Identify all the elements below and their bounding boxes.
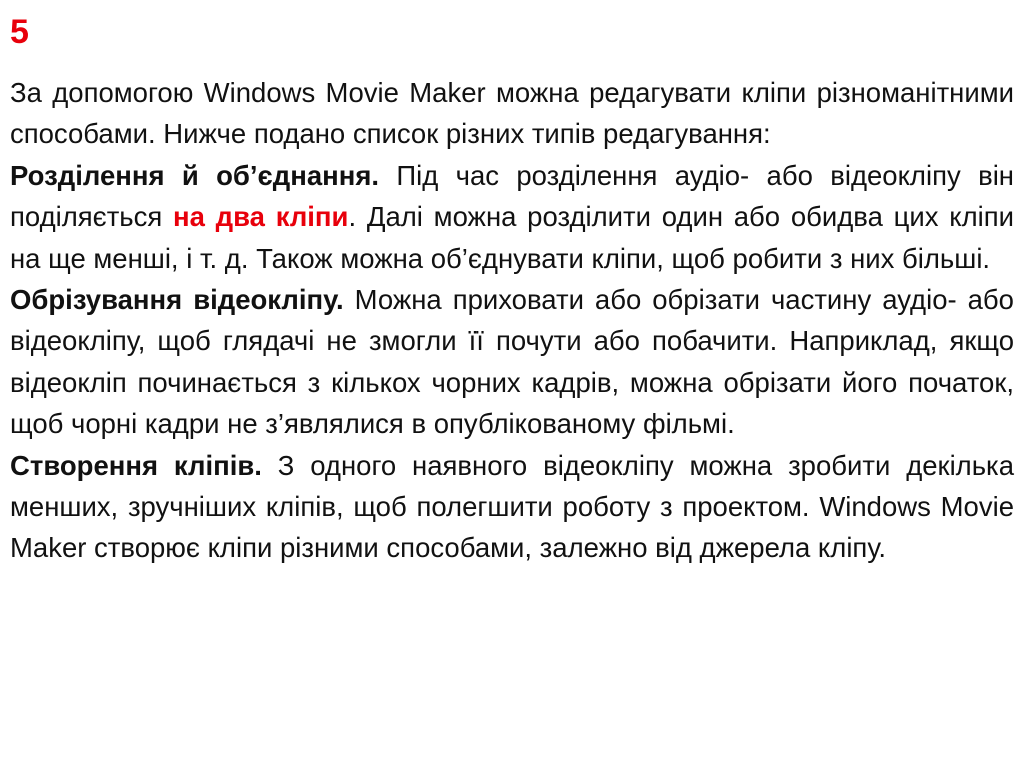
section-term: Розділення й об’єднання. [10, 159, 380, 191]
section-text: Під час розділення аудіо- або відеокліпу він поділяється [10, 159, 1014, 233]
slide-number: 5 [10, 13, 29, 51]
section-create-clips [10, 445, 1014, 569]
intro-paragraph: За допомогою Windows Movie Maker можна редагувати кліпи різноманітними способами. Нижче подано список різних типів редагування: [10, 77, 1014, 150]
section-text: . Далі можна розділити один або обидва цих кліпи на ще менші, і т. д. Також можна об’єднувати кліпи, щоб робити з них більші. [10, 201, 1014, 274]
section-term: Обрізування відеокліпу. [10, 284, 344, 316]
section-split-join [10, 155, 1014, 279]
highlighted-text: на два кліпи [173, 201, 349, 233]
section-term: Створення кліпів. [10, 449, 262, 481]
section-text: Можна приховати або обрізати частину аудіо- або відеокліпу, щоб глядачі не змогли її почути або побачити. Наприклад, якщо відеокліп починається з кількох чорних кадрів, можна обрізати його початок, щоб чорні кадри не з’являлися в опублікованому фільмі. [10, 284, 1014, 440]
section-trim [10, 279, 1014, 445]
slide [10, 10, 1014, 757]
section-text: З одного наявного відеокліпу можна зробити декілька менших, зручніших кліпів, щоб полегшити роботу з проектом. Windows Movie Maker створює кліпи різними способами, залежно від джерела кліпу. [10, 449, 1014, 564]
slide-content [10, 72, 1014, 569]
